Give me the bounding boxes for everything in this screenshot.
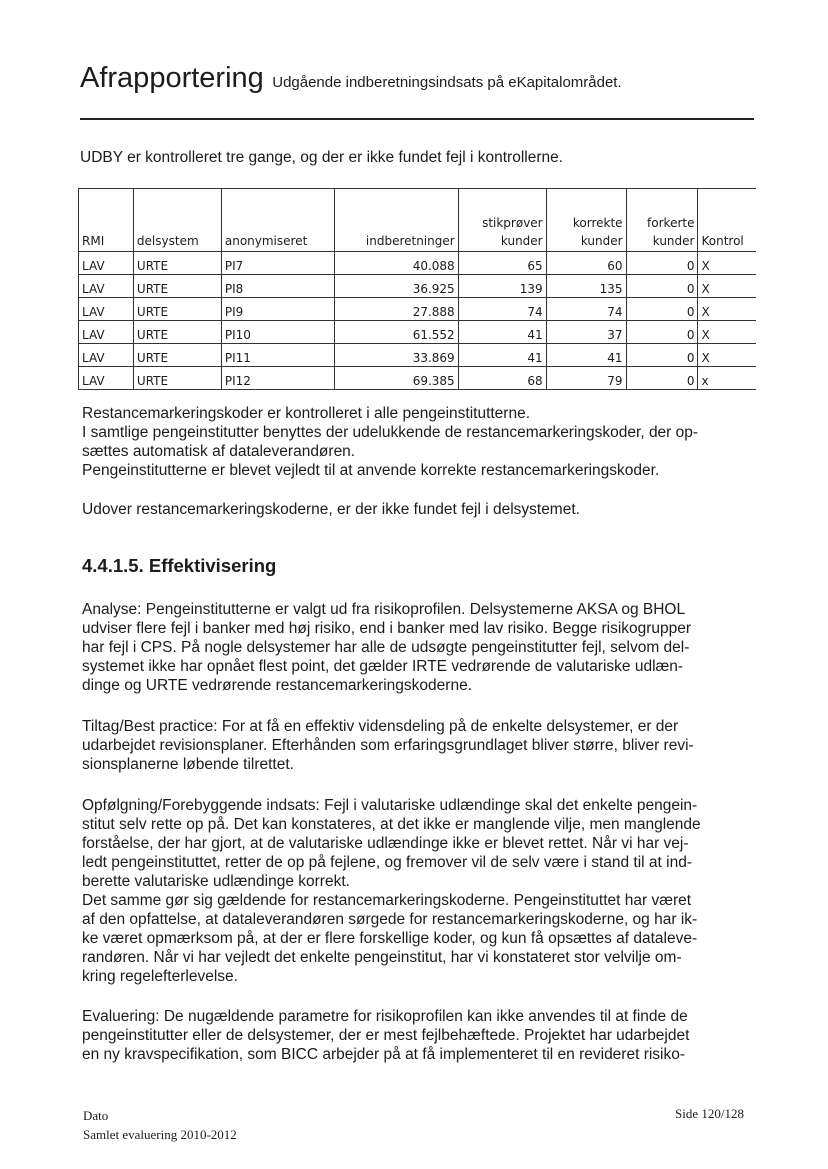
cell-kontrol: X [698,275,756,298]
cell-delsystem: URTE [133,344,221,367]
cell-rmi: LAV [79,298,134,321]
cell-korrekte: 41 [546,344,626,367]
cell-forkerte: 0 [626,252,698,275]
evaluering-paragraph [82,1007,754,1064]
table-row [79,252,757,275]
cell-anonymiseret: PI10 [221,321,334,344]
cell-rmi: LAV [79,344,134,367]
table-header-row [79,189,757,252]
text-line: Restancemarkeringskoder er kontrolleret i alle pengeinstitutterne. [82,405,531,422]
control-table [78,188,756,390]
cell-delsystem: URTE [133,252,221,275]
text-line: Opfølgning/Forebyggende indsats: Fejl i valutariske udlændinge skal det enkelte pengein- [82,797,698,814]
text-line: ledt pengeinstituttet, retter de op på fejlene, og fremover vil de selv være i stand til at ind- [82,854,692,871]
header-title: Afrapportering [80,62,264,94]
text-line: Tiltag/Best practice: For at få en effektiv vidensdeling på de enkelte delsystemer, er der [82,718,679,735]
text-line: udarbejdet revisionsplaner. Efterhånden som erfaringsgrundlaget bliver større, bliver revi- [82,737,694,754]
cell-anonymiseret: PI12 [221,367,334,390]
text-line: af den opfattelse, at dataleverandøren sørgede for restancemarkeringskoderne, og har ik- [82,911,698,928]
tiltag-paragraph [82,717,754,774]
text-line: Pengeinstitutterne er blevet vejledt til at anvende korrekte restancemarkeringskoder. [82,462,660,479]
col-header-forkerte: forkerte kunder [626,189,698,252]
cell-kontrol: X [698,298,756,321]
cell-anonymiseret: PI9 [221,298,334,321]
cell-korrekte: 79 [546,367,626,390]
cell-korrekte: 60 [546,252,626,275]
text-line: I samtlige pengeinstitutter benyttes der udelukkende de restancemarkeringskoder, der op- [82,424,699,441]
cell-delsystem: URTE [133,275,221,298]
page-footer-left [83,1106,237,1144]
cell-kontrol: x [698,367,756,390]
text-line: randøren. Når vi har vejledt det enkelte pengeinstitut, har vi konstateret stor velvilje om- [82,949,682,966]
cell-indberetninger: 27.888 [334,298,458,321]
text-line: systemet ikke har opnået flest point, det gælder IRTE vedrørende de valutariske udlæn- [82,658,684,675]
cell-indberetninger: 61.552 [334,321,458,344]
text-line: har fejl i CPS. På nogle delsystemer har alle de udsøgte pengeinstitutter fejl, selvom del- [82,639,690,656]
text-line: udviser flere fejl i banker med høj risiko, end i banker med lav risiko. Begge risikogrupper [82,620,692,637]
text-line: Analyse: Pengeinstitutterne er valgt ud fra risikoprofilen. Delsystemerne AKSA og BHOL [82,601,686,618]
cell-anonymiseret: PI7 [221,252,334,275]
cell-forkerte: 0 [626,275,698,298]
cell-delsystem: URTE [133,321,221,344]
header-subtitle: Udgående indberetningsindsats på eKapitalområdet. [272,74,622,91]
cell-stikprover: 139 [458,275,546,298]
cell-anonymiseret: PI11 [221,344,334,367]
text-line: forståelse, der har gjort, at de valutariske udlændinge ikke er blevet rettet. Når vi har vej- [82,835,689,852]
text-line: sættes automatisk af dataleverandøren. [82,443,356,460]
cell-stikprover: 74 [458,298,546,321]
cell-korrekte: 74 [546,298,626,321]
text-line: ke været opmærksom på, at der er flere forskellige koder, og kun få opsættes af dataleve- [82,930,698,947]
cell-anonymiseret: PI8 [221,275,334,298]
col-header-anonymiseret: anonymiseret [221,189,334,252]
col-header-rmi: RMI [79,189,134,252]
text-line: en ny kravspecifikation, som BICC arbejder på at få implementeret til en revideret risiko- [82,1046,686,1063]
cell-stikprover: 68 [458,367,546,390]
udover-paragraph [82,500,754,519]
text-line: sionsplanerne løbende tilrettet. [82,756,294,773]
table-row [79,298,757,321]
cell-rmi: LAV [79,252,134,275]
text-line: dinge og URTE vedrørende restancemarkeringskoderne. [82,677,472,694]
table-row [79,344,757,367]
header-divider [80,118,754,120]
cell-delsystem: URTE [133,298,221,321]
cell-indberetninger: 36.925 [334,275,458,298]
cell-kontrol: X [698,321,756,344]
cell-forkerte: 0 [626,321,698,344]
col-header-korrekte: korrekte kunder [546,189,626,252]
footer-samlet: Samlet evaluering 2010-2012 [83,1127,237,1142]
intro-text: UDBY er kontrolleret tre gange, og der er ikke fundet fejl i kontrollerne. [80,149,564,166]
text-line: Udover restancemarkeringskoderne, er der ikke fundet fejl i delsystemet. [82,501,580,518]
col-header-kontrol: Kontrol [698,189,756,252]
table-row [79,275,757,298]
page-header [80,62,760,95]
page-number: Side 120/128 [675,1106,744,1121]
text-line: kring regelefterlevelse. [82,968,238,985]
analyse-paragraph [82,600,754,695]
text-line: berette valutariske udlændinge korrekt. [82,873,350,890]
cell-korrekte: 135 [546,275,626,298]
cell-stikprover: 41 [458,344,546,367]
cell-indberetninger: 40.088 [334,252,458,275]
restance-paragraph [82,404,754,480]
cell-indberetninger: 33.869 [334,344,458,367]
cell-stikprover: 41 [458,321,546,344]
text-line: Evaluering: De nugældende parametre for risikoprofilen kan ikke anvendes til at finde de [82,1008,688,1025]
cell-kontrol: X [698,344,756,367]
table-row [79,321,757,344]
cell-rmi: LAV [79,367,134,390]
text-line: Det samme gør sig gældende for restancemarkeringskoderne. Pengeinstituttet har været [82,892,692,909]
cell-rmi: LAV [79,321,134,344]
cell-forkerte: 0 [626,298,698,321]
col-header-indberetninger: indberetninger [334,189,458,252]
cell-forkerte: 0 [626,344,698,367]
cell-forkerte: 0 [626,367,698,390]
table-row [79,367,757,390]
cell-kontrol: X [698,252,756,275]
cell-korrekte: 37 [546,321,626,344]
cell-delsystem: URTE [133,367,221,390]
col-header-stikprover: stikprøver kunder [458,189,546,252]
col-header-delsystem: delsystem [133,189,221,252]
section-heading: 4.4.1.5. Effektivisering [82,555,277,576]
cell-rmi: LAV [79,275,134,298]
opfolgning-paragraph [82,796,754,986]
text-line: pengeinstitutter eller de delsystemer, der er mest fejlbehæftede. Projektet har udarbejdet [82,1027,690,1044]
cell-stikprover: 65 [458,252,546,275]
cell-indberetninger: 69.385 [334,367,458,390]
text-line: stitut selv rette op på. Det kan konstateres, at det ikke er manglende vilje, men manglende [82,816,701,833]
footer-dato: Dato [83,1108,109,1123]
